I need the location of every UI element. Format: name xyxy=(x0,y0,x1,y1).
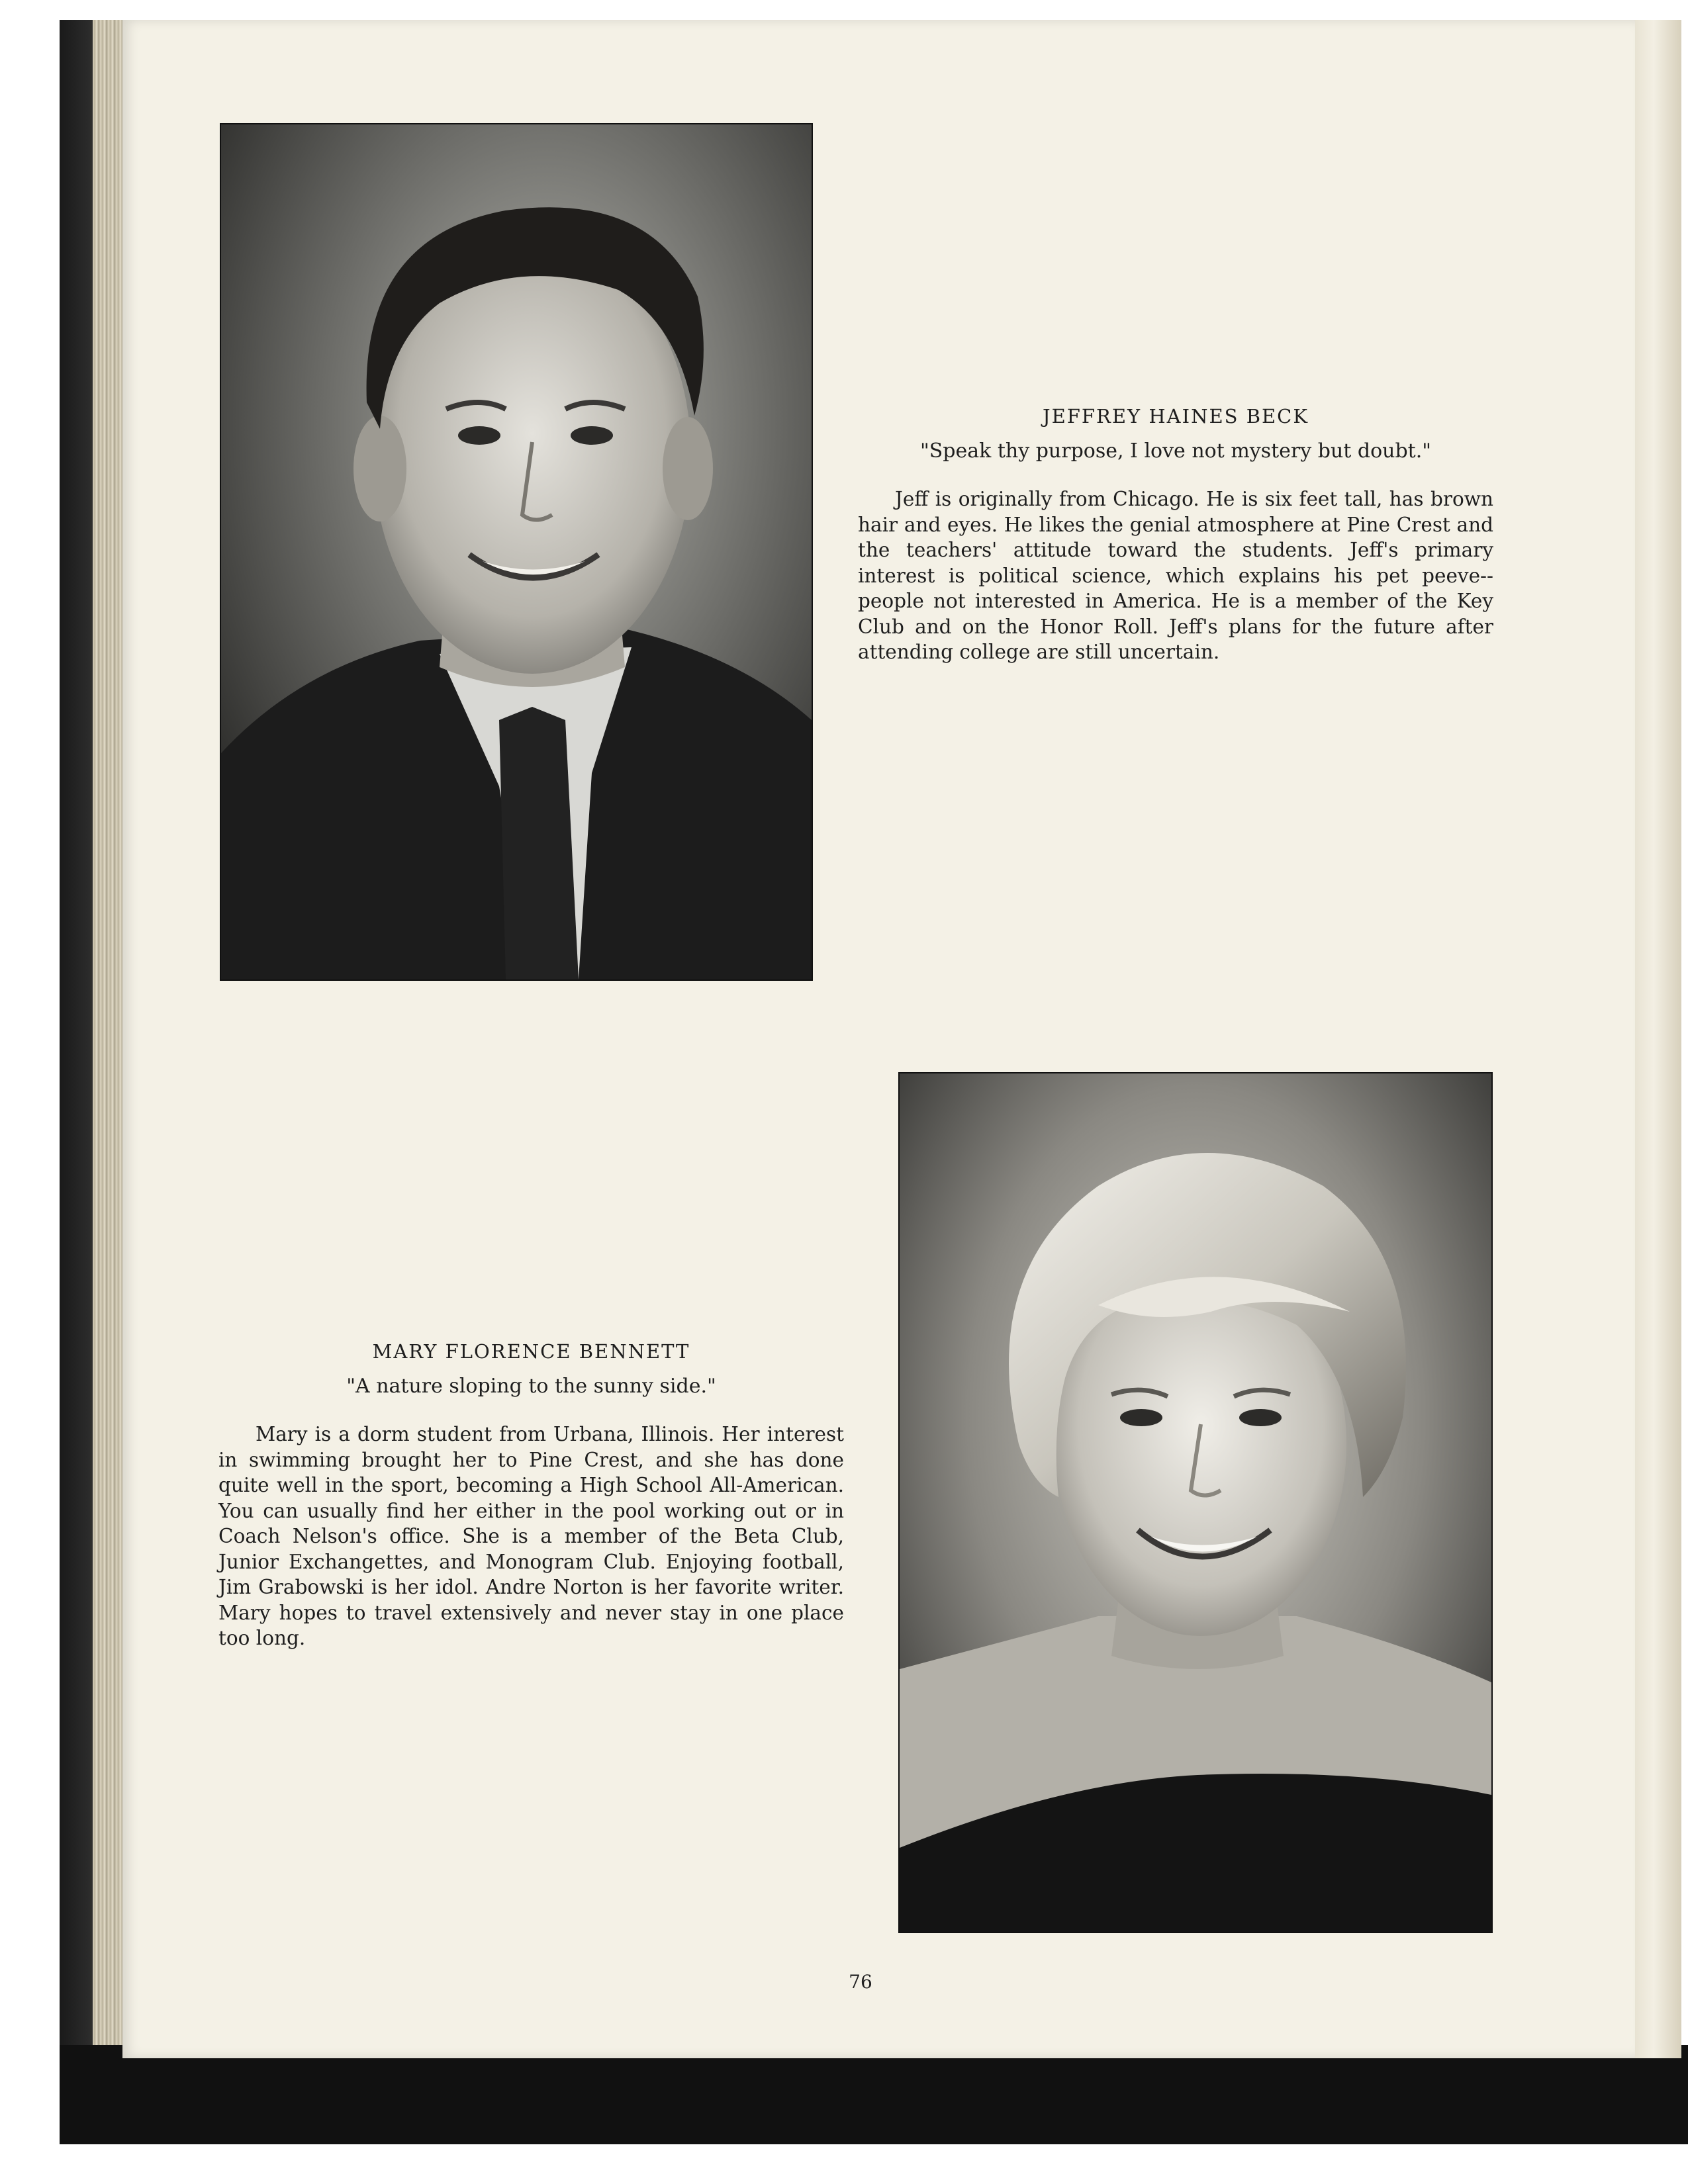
portrait-mary-bennett xyxy=(898,1072,1493,1933)
student-bio: Mary is a dorm student from Urbana, Illinois. Her interest in swimming brought her to Pine Crest, and she has done quite well in the sport, becoming a High School All-American. You can usually find her either in the pool working out or in Coach Nelson's office. She is a member of the Beta Club, Junior Exchangettes, and Monogram Club. Enjoying football, Jim Grabowski is her idol. Andre Norton is her favorite writer. Mary hopes to travel extensively and never stay in one place too long. xyxy=(218,1423,844,1649)
student-bio: Jeff is originally from Chicago. He is six feet tall, has brown hair and eyes. He likes the genial atmosphere at Pine Crest and the teachers' attitude toward the students. Jeff's primary interest is political science, which explains his pet peeve--people not interested in America. He is a member of the Key Club and on the Honor Roll. Jeff's plans for the future after attending college are still uncertain. xyxy=(858,488,1493,663)
portrait-jeffrey-beck xyxy=(220,123,813,981)
student-name: JEFFREY HAINES BECK xyxy=(1042,405,1309,428)
student-quote: "A nature sloping to the sunny side." xyxy=(346,1375,716,1398)
scan-background-bottom xyxy=(60,2045,1688,2144)
page-number: 76 xyxy=(849,1971,872,1993)
portrait-mary-image xyxy=(900,1073,1491,1932)
profile-mary-bennett xyxy=(218,1340,844,1651)
student-quote: "Speak thy purpose, I love not mystery but doubt." xyxy=(919,439,1432,463)
profile-jeffrey-beck xyxy=(858,405,1493,665)
portrait-jeffrey-image xyxy=(221,124,812,979)
page-right-edge xyxy=(1635,20,1681,2058)
student-name: MARY FLORENCE BENNETT xyxy=(372,1340,690,1363)
page-edges xyxy=(93,20,126,2058)
